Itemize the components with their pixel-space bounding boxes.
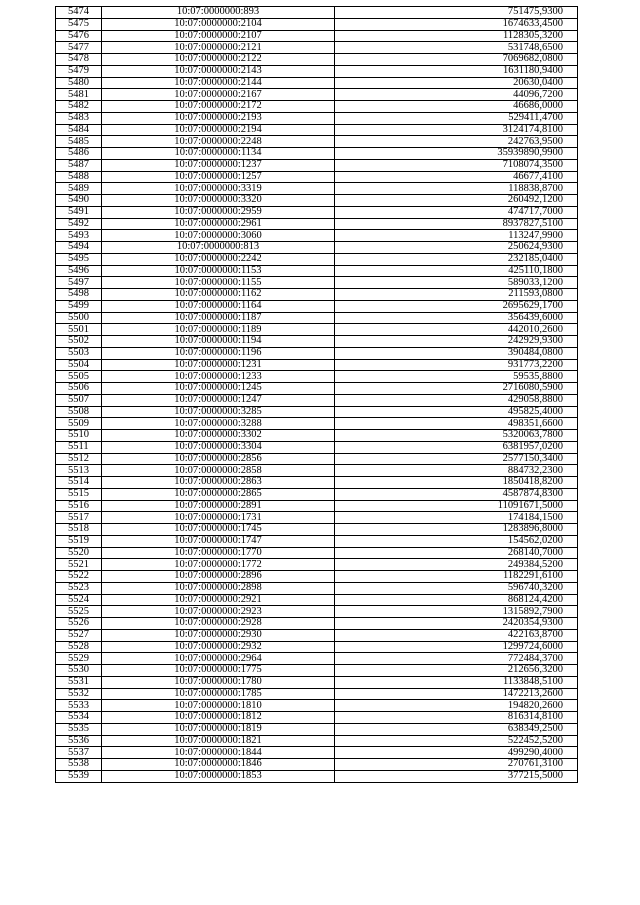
- value-cell: 1283896,8000: [335, 524, 578, 536]
- value-cell: 442010,2600: [335, 324, 578, 336]
- value-cell: 589033,1200: [335, 277, 578, 289]
- table-row: [56, 54, 578, 66]
- cadastral-number-cell: 10:07:0000000:2856: [102, 453, 335, 465]
- row-number-cell: 5484: [56, 124, 102, 136]
- table-row: [56, 277, 578, 289]
- row-number-cell: 5489: [56, 183, 102, 195]
- table-row: [56, 300, 578, 312]
- row-number-cell: 5479: [56, 65, 102, 77]
- value-cell: 1128305,3200: [335, 30, 578, 42]
- cadastral-number-cell: 10:07:0000000:2121: [102, 42, 335, 54]
- cadastral-number-cell: 10:07:0000000:3304: [102, 441, 335, 453]
- cadastral-number-cell: 10:07:0000000:1187: [102, 312, 335, 324]
- cadastral-number-cell: 10:07:0000000:3302: [102, 430, 335, 442]
- table-row: [56, 488, 578, 500]
- table-row: [56, 30, 578, 42]
- row-number-cell: 5497: [56, 277, 102, 289]
- value-cell: 1631180,9400: [335, 65, 578, 77]
- cadastral-number-cell: 10:07:0000000:1745: [102, 524, 335, 536]
- value-cell: 6381957,0200: [335, 441, 578, 453]
- row-number-cell: 5503: [56, 347, 102, 359]
- value-cell: 498351,6600: [335, 418, 578, 430]
- row-number-cell: 5518: [56, 524, 102, 536]
- row-number-cell: 5511: [56, 441, 102, 453]
- value-cell: 7069682,0800: [335, 54, 578, 66]
- table-row: [56, 770, 578, 782]
- value-cell: 1315892,7900: [335, 606, 578, 618]
- row-number-cell: 5525: [56, 606, 102, 618]
- value-cell: 522452,5200: [335, 735, 578, 747]
- table-row: [56, 253, 578, 265]
- row-number-cell: 5532: [56, 688, 102, 700]
- row-number-cell: 5527: [56, 629, 102, 641]
- row-number-cell: 5488: [56, 171, 102, 183]
- cadastral-number-cell: 10:07:0000000:2107: [102, 30, 335, 42]
- cadastral-number-cell: 10:07:0000000:3060: [102, 230, 335, 242]
- row-number-cell: 5480: [56, 77, 102, 89]
- value-cell: 113247,9900: [335, 230, 578, 242]
- cadastral-number-cell: 10:07:0000000:1162: [102, 289, 335, 301]
- table-row: [56, 347, 578, 359]
- value-cell: 174184,1500: [335, 512, 578, 524]
- row-number-cell: 5492: [56, 218, 102, 230]
- table-row: [56, 18, 578, 30]
- cadastral-number-cell: 10:07:0000000:2242: [102, 253, 335, 265]
- row-number-cell: 5522: [56, 571, 102, 583]
- table-row: [56, 582, 578, 594]
- table-row: [56, 665, 578, 677]
- value-cell: 931773,2200: [335, 359, 578, 371]
- row-number-cell: 5510: [56, 430, 102, 442]
- table-row: [56, 65, 578, 77]
- row-number-cell: 5533: [56, 700, 102, 712]
- cadastral-number-cell: 10:07:0000000:2143: [102, 65, 335, 77]
- row-number-cell: 5536: [56, 735, 102, 747]
- value-cell: 429058,8800: [335, 394, 578, 406]
- table-row: [56, 618, 578, 630]
- cadastral-number-cell: 10:07:0000000:1747: [102, 535, 335, 547]
- value-cell: 4587874,8300: [335, 488, 578, 500]
- table-row: [56, 547, 578, 559]
- row-number-cell: 5529: [56, 653, 102, 665]
- table-row: [56, 735, 578, 747]
- cadastral-number-cell: 10:07:0000000:1819: [102, 723, 335, 735]
- row-number-cell: 5507: [56, 394, 102, 406]
- cadastral-number-cell: 10:07:0000000:1731: [102, 512, 335, 524]
- value-cell: 1850418,8200: [335, 477, 578, 489]
- value-cell: 529411,4700: [335, 112, 578, 124]
- row-number-cell: 5476: [56, 30, 102, 42]
- row-number-cell: 5475: [56, 18, 102, 30]
- table-row: [56, 559, 578, 571]
- value-cell: 242929,9300: [335, 336, 578, 348]
- cadastral-number-cell: 10:07:0000000:813: [102, 242, 335, 254]
- value-cell: 751475,9300: [335, 7, 578, 19]
- row-number-cell: 5509: [56, 418, 102, 430]
- value-cell: 356439,6000: [335, 312, 578, 324]
- value-cell: 270761,3100: [335, 759, 578, 771]
- value-cell: 249384,5200: [335, 559, 578, 571]
- table-row: [56, 242, 578, 254]
- cadastral-number-cell: 10:07:0000000:1772: [102, 559, 335, 571]
- table-row: [56, 700, 578, 712]
- table-row: [56, 441, 578, 453]
- row-number-cell: 5539: [56, 770, 102, 782]
- cadastral-number-cell: 10:07:0000000:1153: [102, 265, 335, 277]
- table-row: [56, 641, 578, 653]
- row-number-cell: 5486: [56, 148, 102, 160]
- row-number-cell: 5519: [56, 535, 102, 547]
- cadastral-number-cell: 10:07:0000000:2930: [102, 629, 335, 641]
- cadastral-number-cell: 10:07:0000000:1812: [102, 712, 335, 724]
- cadastral-number-cell: 10:07:0000000:1247: [102, 394, 335, 406]
- cadastral-number-cell: 10:07:0000000:2959: [102, 206, 335, 218]
- value-cell: 390484,0800: [335, 347, 578, 359]
- table-row: [56, 512, 578, 524]
- value-cell: 212656,3200: [335, 665, 578, 677]
- value-cell: 46677,4100: [335, 171, 578, 183]
- table-row: [56, 453, 578, 465]
- value-cell: 5320063,7800: [335, 430, 578, 442]
- table-row: [56, 112, 578, 124]
- value-cell: 772484,3700: [335, 653, 578, 665]
- data-table: [55, 6, 578, 783]
- table-row: [56, 524, 578, 536]
- cadastral-number-cell: 10:07:0000000:2858: [102, 465, 335, 477]
- value-cell: 495825,4000: [335, 406, 578, 418]
- table-row: [56, 324, 578, 336]
- table-row: [56, 418, 578, 430]
- cadastral-number-cell: 10:07:0000000:2122: [102, 54, 335, 66]
- row-number-cell: 5534: [56, 712, 102, 724]
- table-row: [56, 312, 578, 324]
- row-number-cell: 5515: [56, 488, 102, 500]
- cadastral-number-cell: 10:07:0000000:1196: [102, 347, 335, 359]
- cadastral-number-cell: 10:07:0000000:1810: [102, 700, 335, 712]
- value-cell: 425110,1800: [335, 265, 578, 277]
- cadastral-number-cell: 10:07:0000000:2923: [102, 606, 335, 618]
- value-cell: 20630,0400: [335, 77, 578, 89]
- row-number-cell: 5478: [56, 54, 102, 66]
- value-cell: 531748,6500: [335, 42, 578, 54]
- value-cell: 118838,8700: [335, 183, 578, 195]
- value-cell: 884732,2300: [335, 465, 578, 477]
- row-number-cell: 5505: [56, 371, 102, 383]
- cadastral-number-cell: 10:07:0000000:1844: [102, 747, 335, 759]
- row-number-cell: 5530: [56, 665, 102, 677]
- row-number-cell: 5524: [56, 594, 102, 606]
- cadastral-number-cell: 10:07:0000000:1189: [102, 324, 335, 336]
- table-row: [56, 101, 578, 113]
- cadastral-number-cell: 10:07:0000000:1231: [102, 359, 335, 371]
- value-cell: 1133848,5100: [335, 676, 578, 688]
- cadastral-number-cell: 10:07:0000000:1237: [102, 159, 335, 171]
- table-row: [56, 759, 578, 771]
- row-number-cell: 5528: [56, 641, 102, 653]
- table-row: [56, 230, 578, 242]
- value-cell: 7108074,3500: [335, 159, 578, 171]
- row-number-cell: 5513: [56, 465, 102, 477]
- value-cell: 1299724,6000: [335, 641, 578, 653]
- cadastral-number-cell: 10:07:0000000:2921: [102, 594, 335, 606]
- row-number-cell: 5504: [56, 359, 102, 371]
- cadastral-number-cell: 10:07:0000000:3285: [102, 406, 335, 418]
- row-number-cell: 5494: [56, 242, 102, 254]
- value-cell: 1182291,6100: [335, 571, 578, 583]
- value-cell: 499290,4000: [335, 747, 578, 759]
- value-cell: 2716080,5900: [335, 383, 578, 395]
- table-row: [56, 629, 578, 641]
- table-row: [56, 653, 578, 665]
- value-cell: 260492,1200: [335, 195, 578, 207]
- value-cell: 868124,4200: [335, 594, 578, 606]
- cadastral-number-cell: 10:07:0000000:2961: [102, 218, 335, 230]
- row-number-cell: 5538: [56, 759, 102, 771]
- table-row: [56, 206, 578, 218]
- table-row: [56, 289, 578, 301]
- cadastral-number-cell: 10:07:0000000:2928: [102, 618, 335, 630]
- cadastral-number-cell: 10:07:0000000:1164: [102, 300, 335, 312]
- cadastral-number-cell: 10:07:0000000:2104: [102, 18, 335, 30]
- cadastral-number-cell: 10:07:0000000:2932: [102, 641, 335, 653]
- value-cell: 377215,5000: [335, 770, 578, 782]
- table-row: [56, 723, 578, 735]
- value-cell: 242763,9500: [335, 136, 578, 148]
- table-row: [56, 712, 578, 724]
- table-row: [56, 265, 578, 277]
- row-number-cell: 5493: [56, 230, 102, 242]
- value-cell: 2577150,3400: [335, 453, 578, 465]
- table-row: [56, 183, 578, 195]
- row-number-cell: 5483: [56, 112, 102, 124]
- cadastral-number-cell: 10:07:0000000:3320: [102, 195, 335, 207]
- cadastral-number-cell: 10:07:0000000:2898: [102, 582, 335, 594]
- cadastral-number-cell: 10:07:0000000:2144: [102, 77, 335, 89]
- value-cell: 3124174,8100: [335, 124, 578, 136]
- table-row: [56, 594, 578, 606]
- table-row: [56, 195, 578, 207]
- table-row: [56, 500, 578, 512]
- document-page: [55, 6, 577, 783]
- row-number-cell: 5512: [56, 453, 102, 465]
- table-row: [56, 7, 578, 19]
- table-row: [56, 218, 578, 230]
- row-number-cell: 5477: [56, 42, 102, 54]
- cadastral-number-cell: 10:07:0000000:1853: [102, 770, 335, 782]
- value-cell: 211593,0800: [335, 289, 578, 301]
- cadastral-number-cell: 10:07:0000000:2194: [102, 124, 335, 136]
- table-row: [56, 571, 578, 583]
- cadastral-number-cell: 10:07:0000000:1134: [102, 148, 335, 160]
- row-number-cell: 5537: [56, 747, 102, 759]
- value-cell: 638349,2500: [335, 723, 578, 735]
- row-number-cell: 5523: [56, 582, 102, 594]
- table-row: [56, 159, 578, 171]
- table-row: [56, 77, 578, 89]
- row-number-cell: 5535: [56, 723, 102, 735]
- table-row: [56, 606, 578, 618]
- row-number-cell: 5514: [56, 477, 102, 489]
- row-number-cell: 5517: [56, 512, 102, 524]
- table-row: [56, 148, 578, 160]
- value-cell: 1674633,4500: [335, 18, 578, 30]
- row-number-cell: 5474: [56, 7, 102, 19]
- value-cell: 194820,2600: [335, 700, 578, 712]
- cadastral-number-cell: 10:07:0000000:3319: [102, 183, 335, 195]
- cadastral-number-cell: 10:07:0000000:2248: [102, 136, 335, 148]
- value-cell: 8937827,5100: [335, 218, 578, 230]
- cadastral-number-cell: 10:07:0000000:2172: [102, 101, 335, 113]
- value-cell: 422163,8700: [335, 629, 578, 641]
- cadastral-number-cell: 10:07:0000000:1846: [102, 759, 335, 771]
- value-cell: 232185,0400: [335, 253, 578, 265]
- cadastral-number-cell: 10:07:0000000:2167: [102, 89, 335, 101]
- row-number-cell: 5498: [56, 289, 102, 301]
- row-number-cell: 5526: [56, 618, 102, 630]
- table-row: [56, 124, 578, 136]
- cadastral-number-cell: 10:07:0000000:2964: [102, 653, 335, 665]
- row-number-cell: 5520: [56, 547, 102, 559]
- table-row: [56, 465, 578, 477]
- row-number-cell: 5508: [56, 406, 102, 418]
- table-row: [56, 394, 578, 406]
- cadastral-number-cell: 10:07:0000000:1785: [102, 688, 335, 700]
- row-number-cell: 5481: [56, 89, 102, 101]
- table-body: [56, 7, 578, 783]
- row-number-cell: 5499: [56, 300, 102, 312]
- table-row: [56, 336, 578, 348]
- row-number-cell: 5531: [56, 676, 102, 688]
- row-number-cell: 5501: [56, 324, 102, 336]
- table-row: [56, 676, 578, 688]
- table-row: [56, 688, 578, 700]
- value-cell: 2420354,9300: [335, 618, 578, 630]
- row-number-cell: 5482: [56, 101, 102, 113]
- cadastral-number-cell: 10:07:0000000:1233: [102, 371, 335, 383]
- cadastral-number-cell: 10:07:0000000:2896: [102, 571, 335, 583]
- table-row: [56, 171, 578, 183]
- value-cell: 2695629,1700: [335, 300, 578, 312]
- value-cell: 11091671,5000: [335, 500, 578, 512]
- cadastral-number-cell: 10:07:0000000:1780: [102, 676, 335, 688]
- value-cell: 816314,8100: [335, 712, 578, 724]
- row-number-cell: 5490: [56, 195, 102, 207]
- value-cell: 44096,7200: [335, 89, 578, 101]
- row-number-cell: 5521: [56, 559, 102, 571]
- table-row: [56, 477, 578, 489]
- cadastral-number-cell: 10:07:0000000:2891: [102, 500, 335, 512]
- value-cell: 154562,0200: [335, 535, 578, 547]
- table-row: [56, 747, 578, 759]
- cadastral-number-cell: 10:07:0000000:2193: [102, 112, 335, 124]
- value-cell: 46686,0000: [335, 101, 578, 113]
- table-row: [56, 359, 578, 371]
- row-number-cell: 5487: [56, 159, 102, 171]
- table-row: [56, 406, 578, 418]
- cadastral-number-cell: 10:07:0000000:2865: [102, 488, 335, 500]
- cadastral-number-cell: 10:07:0000000:1245: [102, 383, 335, 395]
- cadastral-number-cell: 10:07:0000000:3288: [102, 418, 335, 430]
- value-cell: 1472213,2600: [335, 688, 578, 700]
- table-row: [56, 535, 578, 547]
- cadastral-number-cell: 10:07:0000000:893: [102, 7, 335, 19]
- value-cell: 268140,7000: [335, 547, 578, 559]
- value-cell: 474717,7000: [335, 206, 578, 218]
- row-number-cell: 5496: [56, 265, 102, 277]
- cadastral-number-cell: 10:07:0000000:1775: [102, 665, 335, 677]
- cadastral-number-cell: 10:07:0000000:1821: [102, 735, 335, 747]
- value-cell: 59535,8800: [335, 371, 578, 383]
- table-row: [56, 89, 578, 101]
- row-number-cell: 5485: [56, 136, 102, 148]
- table-row: [56, 371, 578, 383]
- table-row: [56, 383, 578, 395]
- cadastral-number-cell: 10:07:0000000:2863: [102, 477, 335, 489]
- cadastral-number-cell: 10:07:0000000:1257: [102, 171, 335, 183]
- row-number-cell: 5506: [56, 383, 102, 395]
- row-number-cell: 5491: [56, 206, 102, 218]
- row-number-cell: 5502: [56, 336, 102, 348]
- value-cell: 35939890,9900: [335, 148, 578, 160]
- table-row: [56, 42, 578, 54]
- cadastral-number-cell: 10:07:0000000:1155: [102, 277, 335, 289]
- value-cell: 596740,3200: [335, 582, 578, 594]
- row-number-cell: 5495: [56, 253, 102, 265]
- table-row: [56, 430, 578, 442]
- cadastral-number-cell: 10:07:0000000:1194: [102, 336, 335, 348]
- value-cell: 250624,9300: [335, 242, 578, 254]
- row-number-cell: 5516: [56, 500, 102, 512]
- row-number-cell: 5500: [56, 312, 102, 324]
- table-row: [56, 136, 578, 148]
- cadastral-number-cell: 10:07:0000000:1770: [102, 547, 335, 559]
